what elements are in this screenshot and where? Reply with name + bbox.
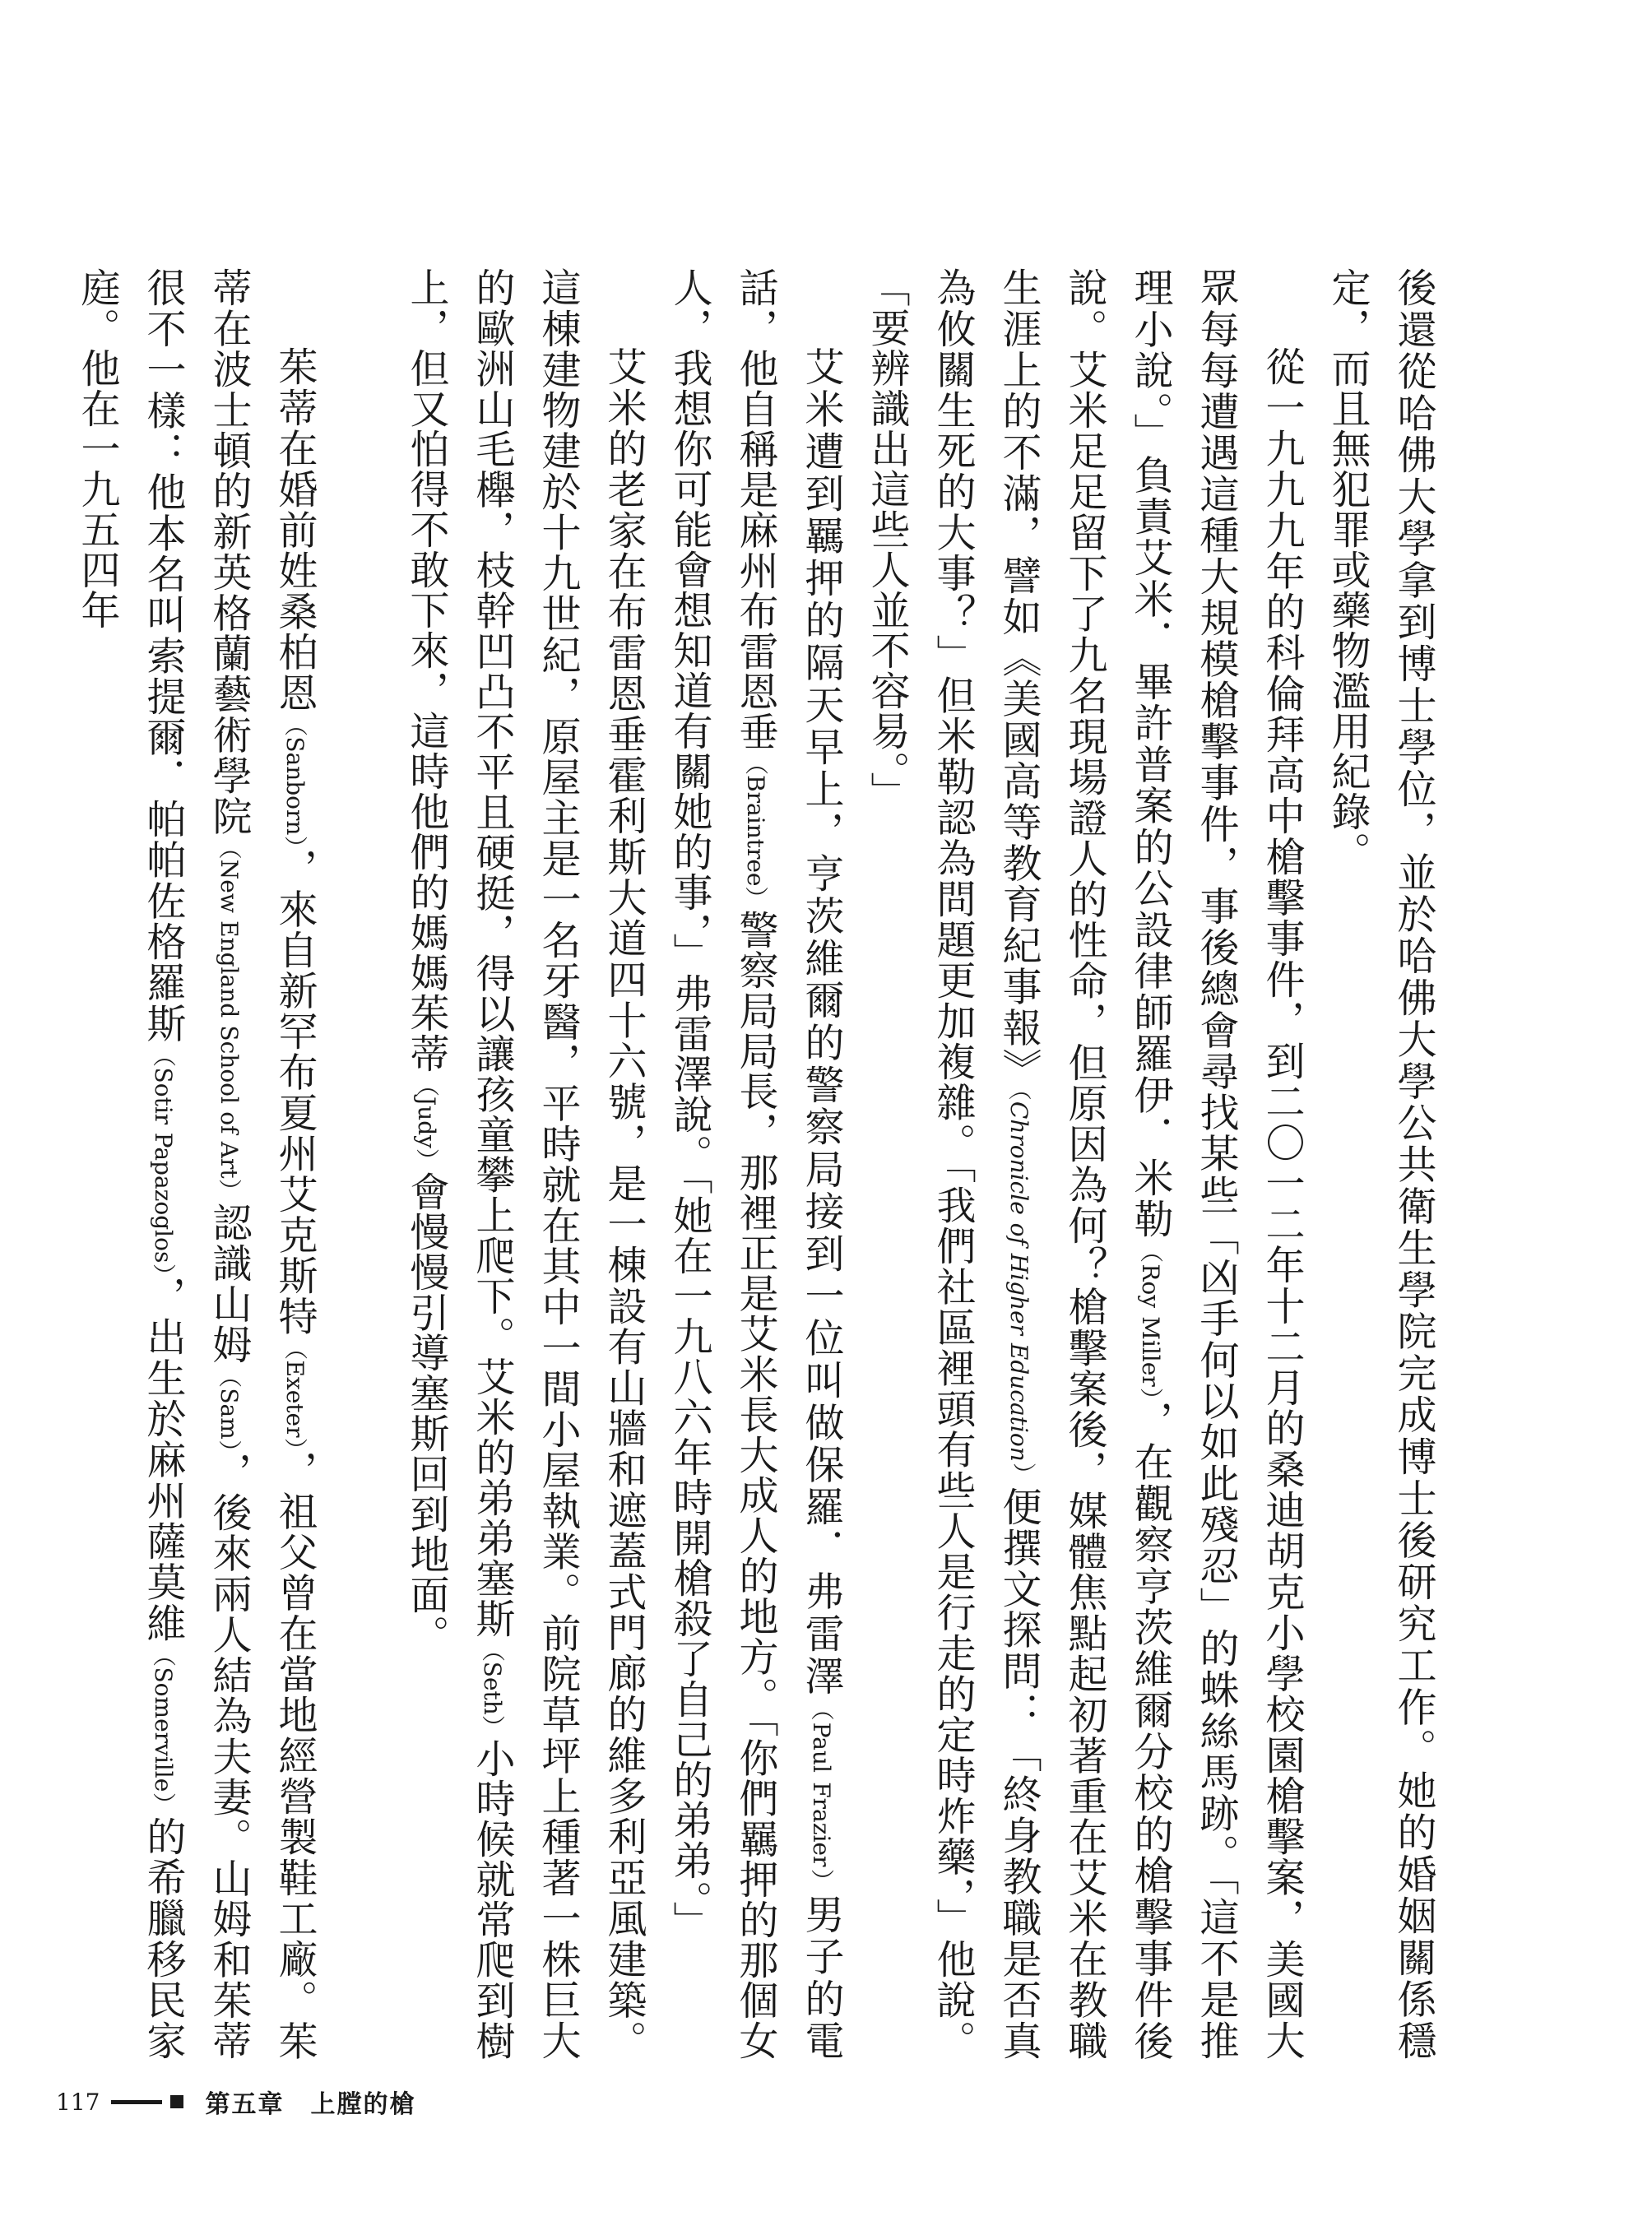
english-annotation: （Sam） <box>216 1364 243 1452</box>
text-run: ，來自新罕布夏州艾克斯特 <box>271 847 318 1337</box>
text-run: 男子的電話，他自稱是麻州布雷恩垂 <box>732 267 844 2061</box>
text-run: 艾米的老家在布雷恩垂霍利斯大道四十六號，是一棟設有山牆和遮蓋式門廊的維多利亞風建築。這棟建物建於十九世紀，原屋主是一名牙醫，平時就在其中一間小屋執業。前院草坪上種著一株巨大的歐洲山毛櫸，枝幹凹凸不平且硬挺，得以讓孩童攀上爬下。艾米的弟弟塞斯 <box>469 267 647 2061</box>
paragraph <box>393 267 657 2061</box>
text-run: 認識山姆 <box>206 1202 252 1365</box>
english-annotation: （Exeter） <box>281 1336 309 1450</box>
text-run: 會慢慢引導塞斯回到地面。 <box>403 1171 449 1655</box>
page-number: 117 <box>56 2088 100 2116</box>
english-annotation: （Paul Frazier） <box>808 1697 835 1894</box>
text-run: ，出生於麻州薩莫維 <box>140 1275 186 1644</box>
paragraph <box>64 267 327 2061</box>
chapter-title: 第五章 上膛的槍 <box>205 2090 416 2119</box>
footer-square-decoration <box>170 2095 183 2108</box>
english-annotation: （Seth） <box>479 1638 506 1738</box>
text-run: 茱蒂在婚前姓桑柏恩 <box>271 346 318 713</box>
english-annotation: （Sotir Papazoglos） <box>150 1043 177 1276</box>
text-run: ，在觀察亨茨維爾分校的槍擊事件後說。艾米足足留下了九名現場證人的性命，但原因為何？槍擊案後，媒體焦點起初著重在艾米在教職生涯上的不滿，譬如《美國高等教育紀事報》 <box>995 267 1173 2061</box>
english-annotation: （Somerville） <box>150 1643 177 1816</box>
english-annotation: （Judy） <box>413 1073 440 1171</box>
page-footer <box>56 2085 415 2118</box>
text-run: 從一九九九年的科倫拜高中槍擊事件，到二〇一二年十二月的桑迪胡克小學校園槍擊案，美國大眾每每遭遇這種大規模槍擊事件，事後總會尋找某些「凶手何以如此殘忍」的蛛絲馬跡。「這不是推理小說。」負責艾米．畢許普案的公設律師羅伊．米勒 <box>1127 267 1305 2061</box>
english-annotation: （Sanborn） <box>281 712 309 848</box>
text-run: 小時候就常爬到樹上，但又怕得不敢下來，這時他們的媽媽茱蒂 <box>403 267 515 2061</box>
text-run: 便撰文探問：「終身教職是否真為攸關生死的大事？」但米勒認為問題更加複雜。「我們社區裡頭有些人是行走的定時炸藥，」他說。「要辨識出這些人並不容易。」 <box>864 267 1042 2061</box>
vertical-text-body <box>74 267 1446 2061</box>
english-annotation: （Roy Miller） <box>1137 1240 1164 1401</box>
english-annotation: （New England School of Art） <box>216 836 243 1203</box>
text-run: 的希臘移民家庭。他在一九五四年 <box>74 267 186 2061</box>
footer-rule-decoration <box>111 2100 162 2104</box>
text-run: 艾米遭到羈押的隔天早上，亨茨維爾的警察局接到一位叫做保羅．弗雷澤 <box>798 346 844 1698</box>
text-run: ，後來兩人結為夫妻。山姆和茱蒂很不一樣：他本名叫索提爾．帕帕佐格羅斯 <box>140 267 252 2061</box>
text-run: 警察局局長，那裡正是艾米長大成人的地方。「你們羈押的那個女人，我想你可能會想知道有關她的事，」弗雷澤說。「她在一九八六年時開槍殺了自己的弟弟。」 <box>666 267 778 2061</box>
paragraph <box>854 267 1315 2061</box>
paragraph <box>657 267 854 2061</box>
text-run: 後還從哈佛大學拿到博士學位，並於哈佛大學公共衛生學院完成博士後研究工作。她的婚姻關係穩定，而且無犯罪或藥物濫用紀錄。 <box>1325 267 1436 2061</box>
text-run: ，祖父曾在當地經營製鞋工廠。茱蒂在波士頓的新英格蘭藝術學院 <box>206 267 318 2061</box>
english-annotation: （Chronicle of Higher Education） <box>1005 1088 1032 1486</box>
english-annotation: （Braintree） <box>742 752 769 910</box>
paragraph <box>1315 267 1446 2061</box>
